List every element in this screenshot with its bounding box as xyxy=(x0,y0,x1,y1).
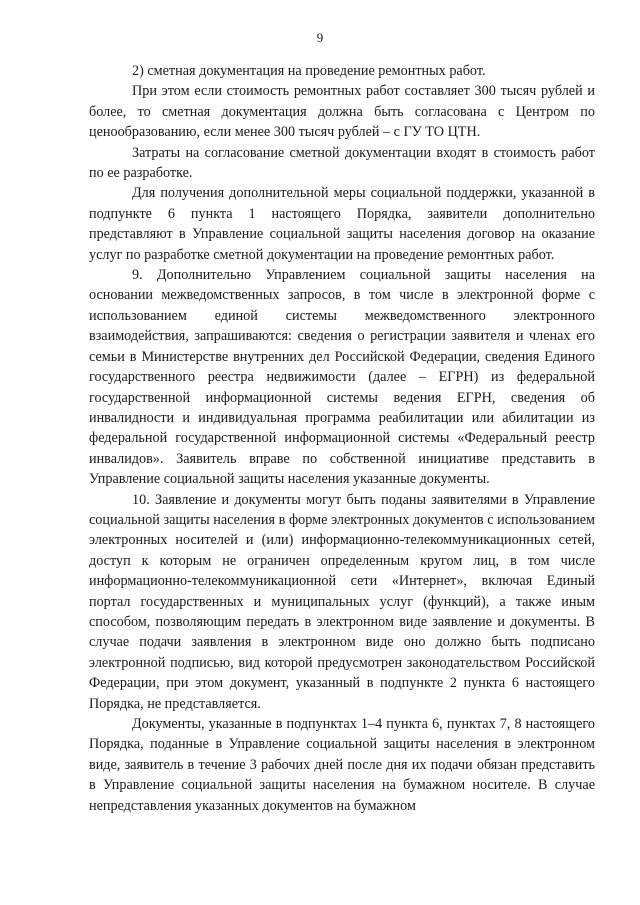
paragraph-additional-support: Для получения дополнительной меры социальной поддержки, указанной в подпункте 6 пункта 1 настоящего Порядка, заявители дополнительно представляют в Управление социальной защиты населения договор на оказание услуг по разработке сметной документации на проведение ремонтных работ. xyxy=(89,185,595,263)
paragraph-paper-documents: Документы, указанные в подпунктах 1–4 пункта 6, пунктах 7, 8 настоящего Порядка, поданные в Управление социальной защиты населения в электронном виде, заявитель в течение 3 рабочих дней после дня их подачи обязан представить в Управление социальной защиты населения на бумажном носителе. В случае непредставления указанных документов на бумажном xyxy=(89,716,595,814)
paragraph-cost-threshold: При этом если стоимость ремонтных работ составляет 300 тысяч рублей и более, то сметная документация должна быть согласована с Центром по ценообразованию, если менее 300 тысяч рублей – с ГУ ТО ЦТН. xyxy=(89,83,595,141)
paragraph-estimate-documentation: 2) сметная документация на проведение ремонтных работ. xyxy=(132,63,486,79)
page-number: 9 xyxy=(316,30,324,45)
document-body xyxy=(89,61,595,816)
paragraph-item-9: 9. Дополнительно Управлением социальной защиты населения на основании межведомственных запросов, в том числе в электронной форме с использованием единой системы межведомственного электронного взаимодействия, запрашиваются: сведения о регистрации заявителя и членах его семьи в Министерстве внутренних дел Российской Федерации, сведения Единого государственного реестра недвижимости (далее – ЕГРН) из федеральной государственной информационной системы ведения ЕГРН, сведения об инвалидности и индивидуальная программа реабилитации или абилитации из федеральной государственной информационной системы «Федеральный реестр инвалидов». Заявитель вправе по собственной инициативе представить в Управление социальной защиты населения указанные документы. xyxy=(89,267,595,488)
paragraph-approval-costs: Затраты на согласование сметной документации входят в стоимость работ по ее разработке. xyxy=(89,144,595,182)
paragraph-item-10: 10. Заявление и документы могут быть поданы заявителями в Управление социальной защиты населения в форме электронных документов с использованием электронных носителей и (или) информационно-телекоммуникационных сетей, доступ к которым не ограничен определенным кругом лиц, в том числе информационно-телекоммуникационной сети «Интернет», включая Единый портал государственных и муниципальных услуг (функций), а также иным способом, позволяющим передать в электронном виде заявление и документы. В случае подачи заявления в электронном виде оно должно быть подписано электронной подписью, вид которой предусмотрен законодательством Российской Федерации, при этом документ, указанный в подпункте 2 пункта 6 настоящего Порядка, не представляется. xyxy=(89,491,595,712)
